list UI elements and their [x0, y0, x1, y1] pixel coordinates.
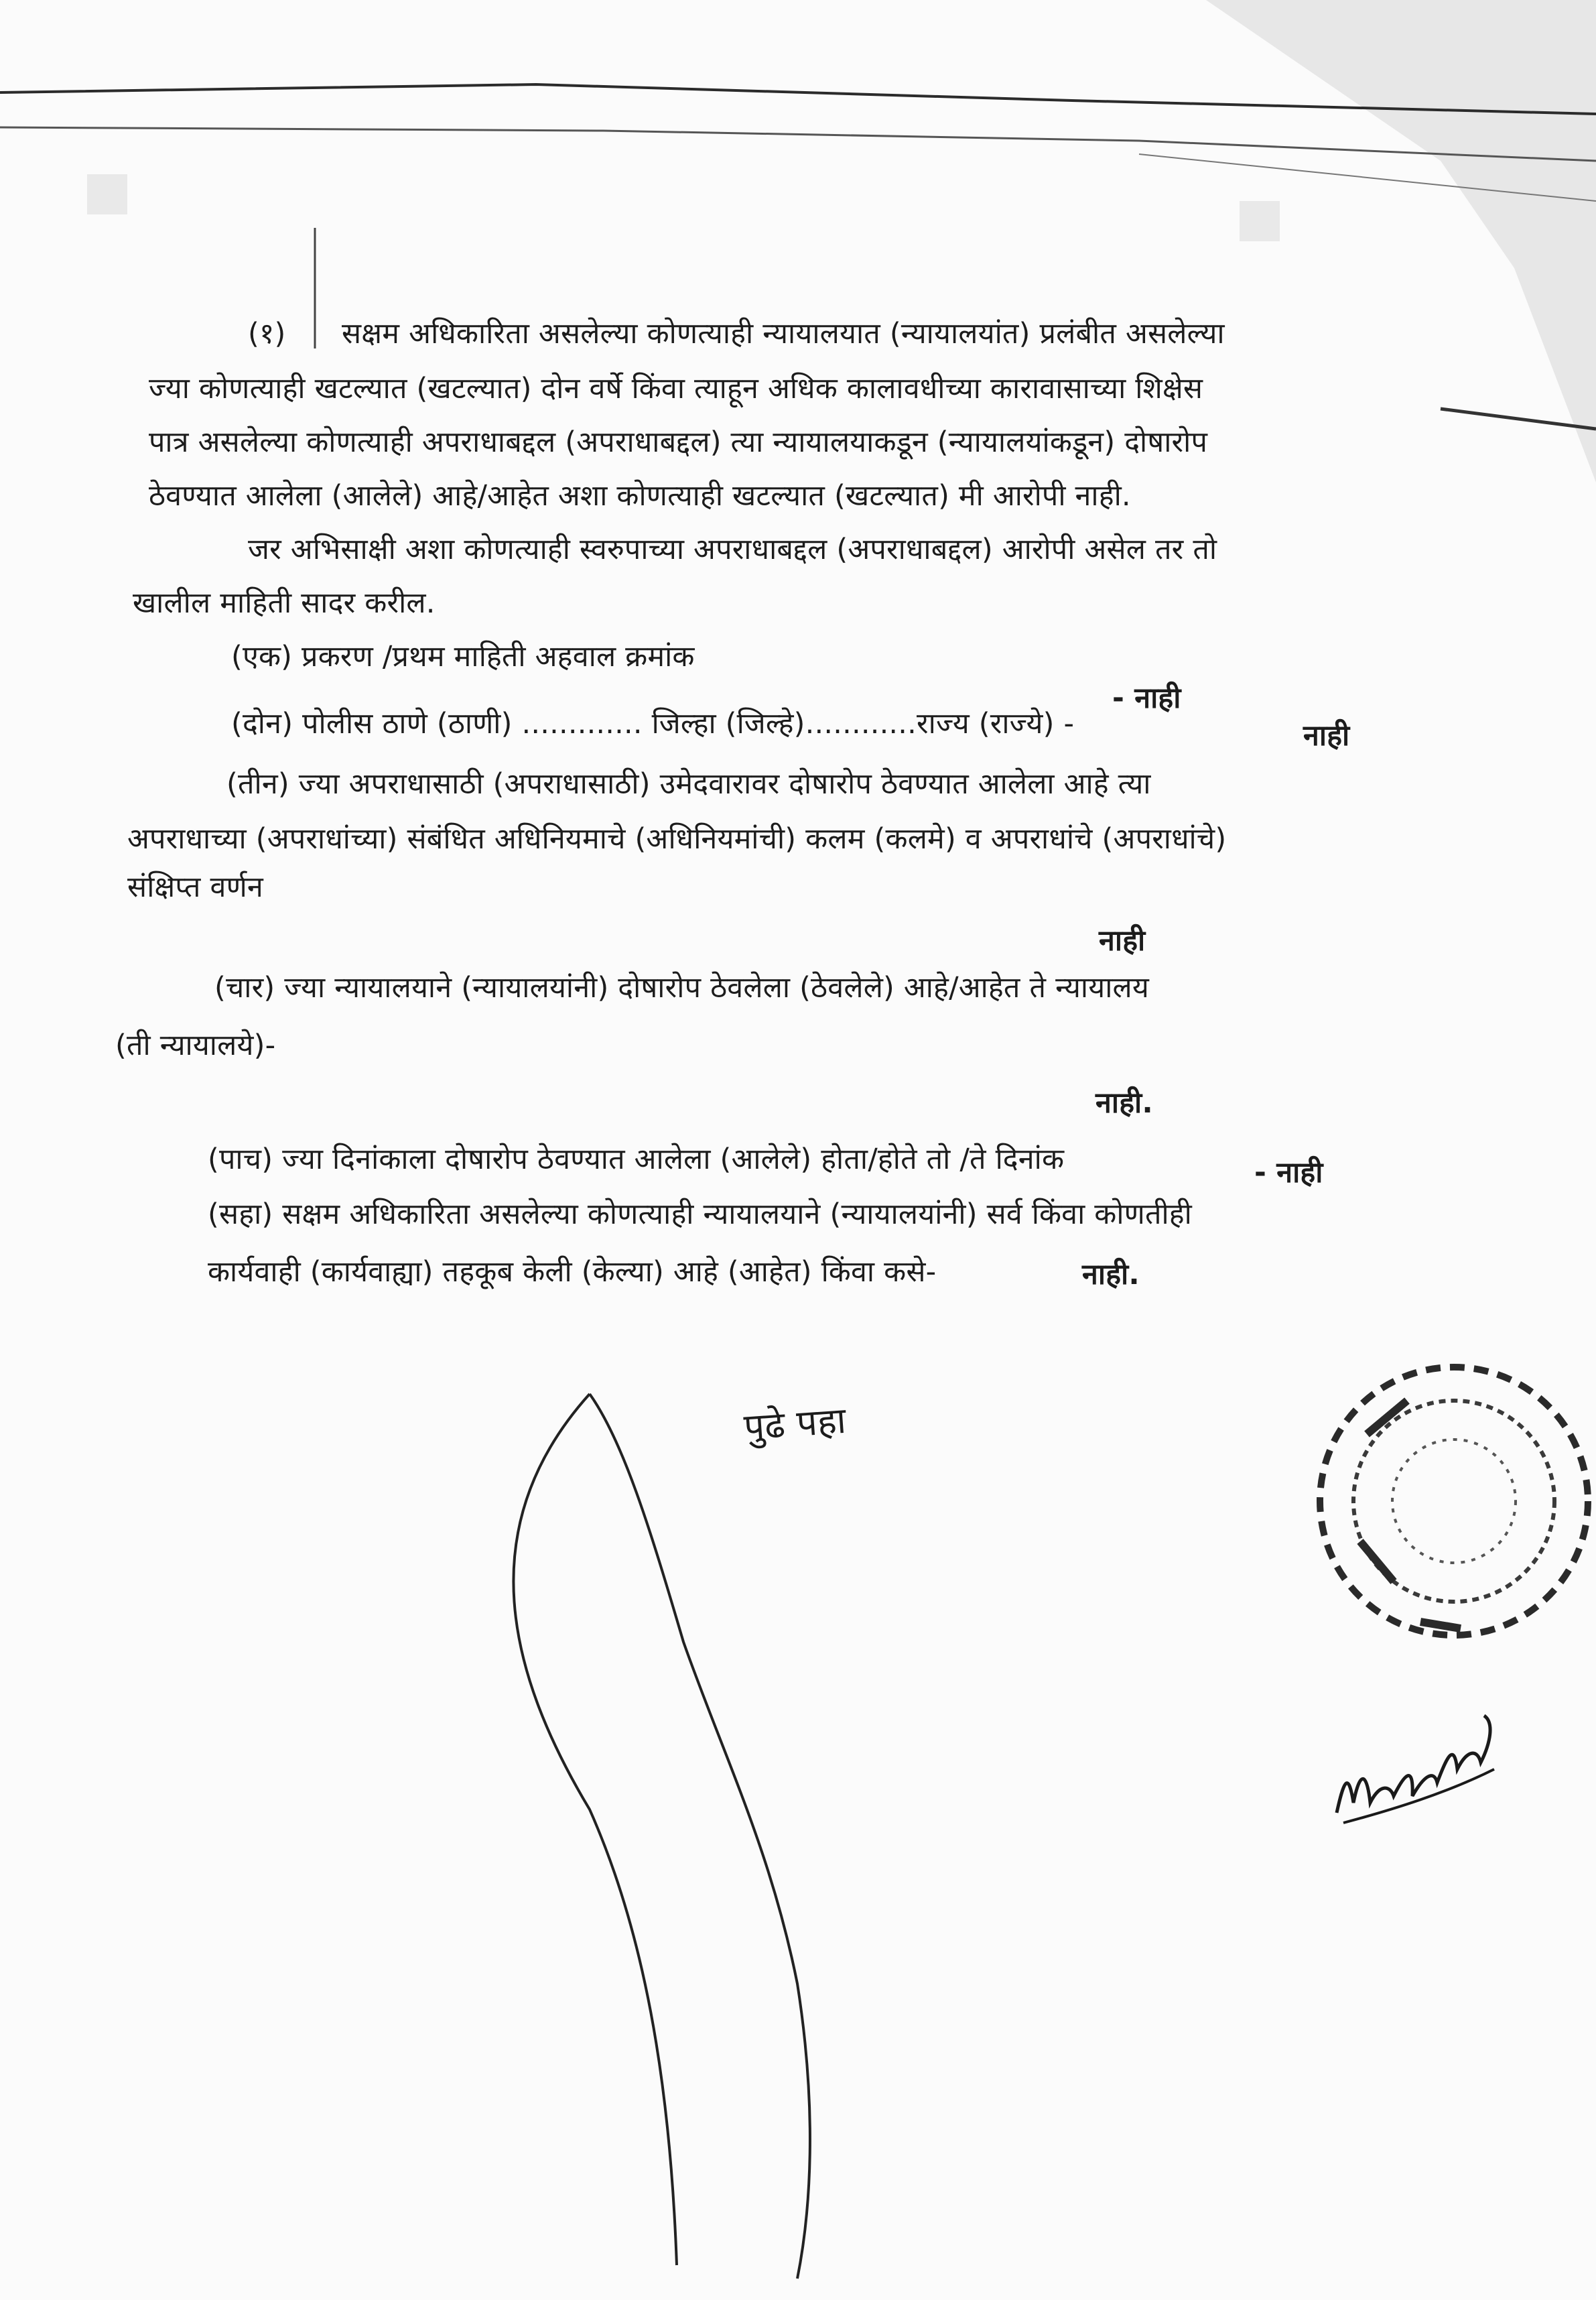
item-teen-line3: संक्षिप्त वर्णन: [127, 871, 263, 904]
para2-line2: खालील माहिती सादर करील.: [133, 586, 436, 620]
item-ek-text: (एक) प्रकरण /प्रथम माहिती अहवाल क्रमांक: [231, 640, 695, 674]
para1-line3: पात्र असलेल्या कोणत्याही अपराधाबद्दल (अपराधाबद्दल) त्या न्यायालयाकडून (न्यायालयांकडून) दोषारोप: [149, 426, 1208, 459]
item-saha-answer: नाही.: [1082, 1258, 1140, 1291]
item-teen-answer: नाही: [1099, 924, 1146, 958]
item-don-text: (दोन) पोलीस ठाणे (ठाणी) ............. जिल्हा (जिल्हे)............राज्य (राज्ये) -: [231, 707, 1075, 741]
item-pach-answer: - नाही: [1254, 1156, 1323, 1190]
para1-line2: ज्या कोणत्याही खटल्यात (खटल्यात) दोन वर्षे किंवा त्याहून अधिक कालावधीच्या कारावासाच्या शिक्षेस: [149, 372, 1203, 405]
item-char-answer: नाही.: [1095, 1086, 1153, 1120]
item-don-answer: नाही: [1303, 719, 1350, 753]
para1-line4: ठेवण्यात आलेला (आलेले) आहे/आहेत अशा कोणत्याही खटल्यात (खटल्यात) मी आरोपी नाही.: [149, 479, 1131, 513]
item-teen-line1: (तीन) ज्या अपराधासाठी (अपराधासाठी) उमेदवारावर दोषारोप ठेवण्यात आलेला आहे त्या: [226, 767, 1151, 801]
handwritten-note: पुढे पहा: [742, 1399, 848, 1449]
paragraph-number: (१): [248, 317, 286, 350]
para2-line1: जर अभिसाक्षी अशा कोणत्याही स्वरुपाच्या अपराधाबद्दल (अपराधाबद्दल) आरोपी असेल तर तो: [248, 533, 1217, 566]
item-teen-line2: अपराधाच्या (अपराधांच्या) संबंधित अधिनियमाचे (अधिनियमांची) कलम (कलमे) व अपराधांचे (अपराधांचे): [127, 822, 1227, 856]
item-pach-text: (पाच) ज्या दिनांकाला दोषारोप ठेवण्यात आलेला (आलेले) होता/होते तो /ते दिनांक: [208, 1143, 1065, 1176]
item-ek-answer: - नाही: [1112, 682, 1181, 715]
item-char-line2: (ती न्यायालये)-: [115, 1029, 276, 1062]
para1-line1: सक्षम अधिकारिता असलेल्या कोणत्याही न्यायालयात (न्यायालयांत) प्रलंबीत असलेल्या: [342, 317, 1225, 350]
item-saha-line1: (सहा) सक्षम अधिकारिता असलेल्या कोणत्याही न्यायालयाने (न्यायालयांनी) सर्व किंवा कोणतीही: [208, 1198, 1192, 1231]
item-saha-line2: कार्यवाही (कार्यवाह्या) तहकूब केली (केल्या) आहे (आहेत) किंवा कसे-: [208, 1255, 937, 1289]
item-char-line1: (चार) ज्या न्यायालयाने (न्यायालयांनी) दोषारोप ठेवलेला (ठेवलेले) आहे/आहेत ते न्यायालय: [214, 971, 1150, 1005]
